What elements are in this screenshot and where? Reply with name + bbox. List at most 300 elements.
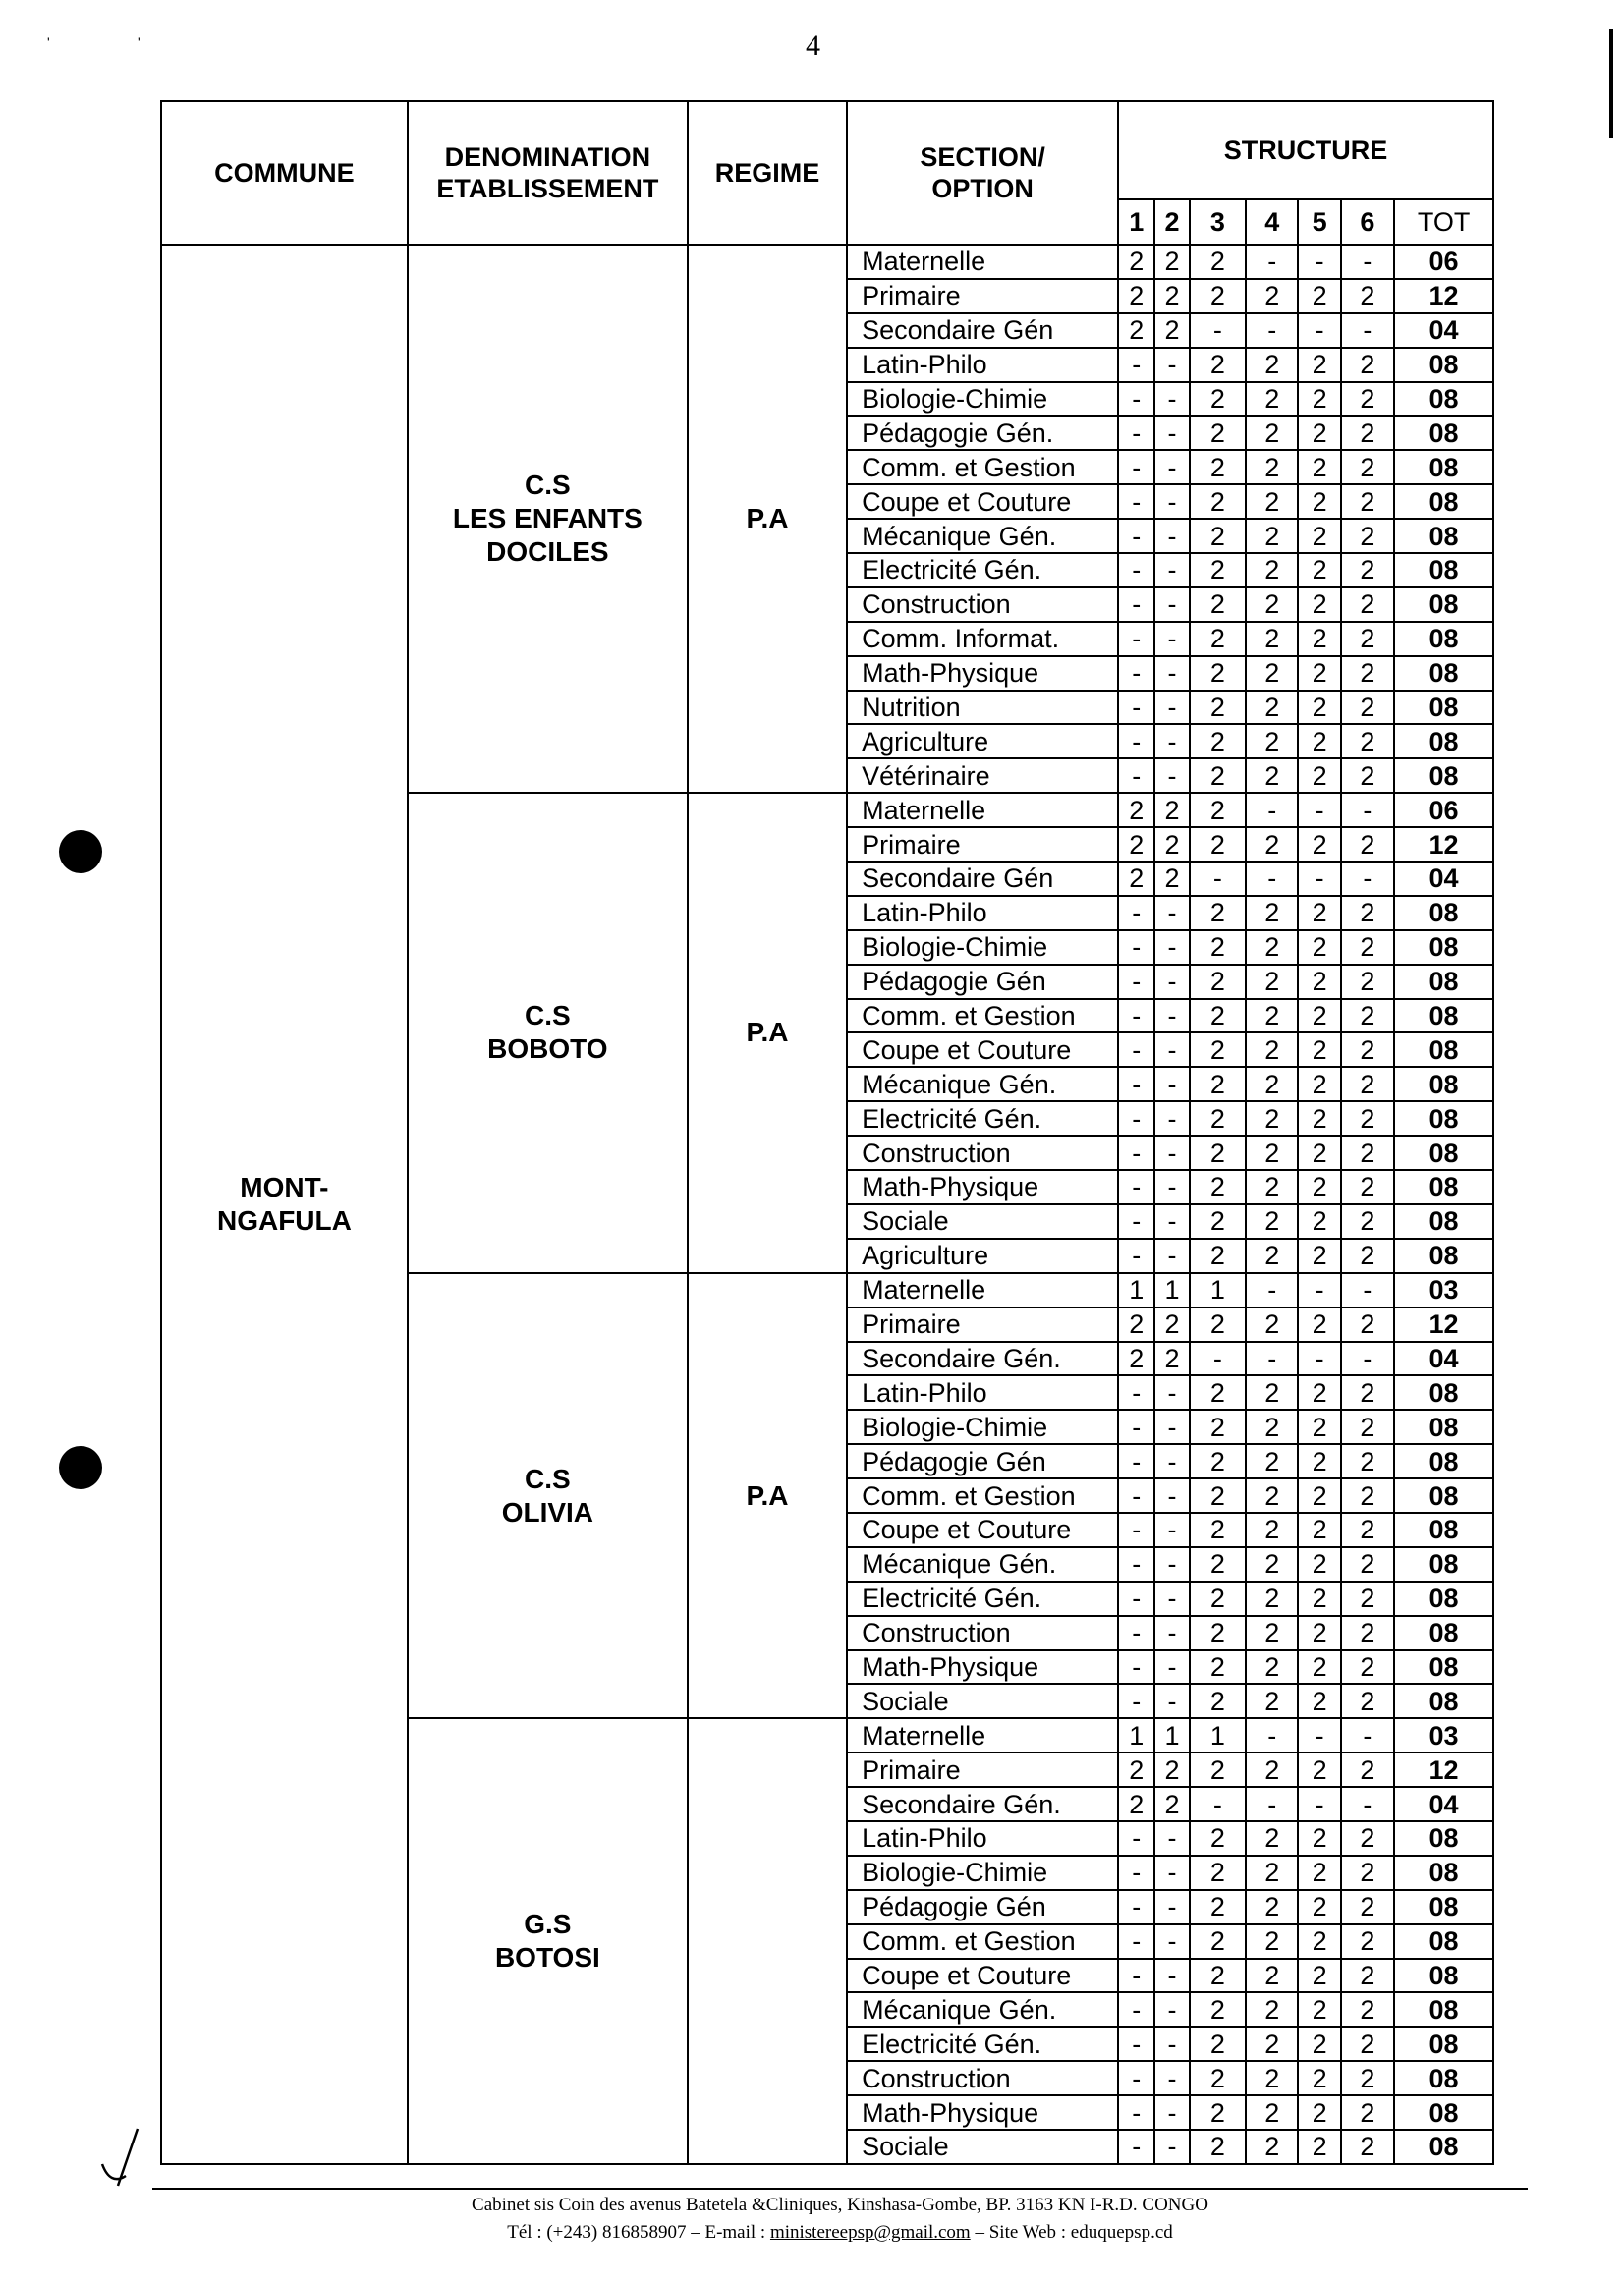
- class-count-cell: 2: [1190, 1650, 1246, 1685]
- class-count-cell: 2: [1190, 1959, 1246, 1993]
- class-count-cell: 2: [1246, 553, 1298, 587]
- class-count-cell: -: [1118, 1204, 1154, 1239]
- class-count-cell: 2: [1190, 1616, 1246, 1650]
- class-count-cell: 2: [1298, 2130, 1340, 2164]
- class-count-cell: -: [1118, 930, 1154, 965]
- class-count-cell: 2: [1190, 1375, 1246, 1410]
- class-count-cell: 2: [1246, 1067, 1298, 1101]
- class-count-cell: 2: [1341, 1924, 1394, 1959]
- class-count-cell: 2: [1118, 862, 1154, 896]
- header-col-tot: TOT: [1394, 199, 1493, 245]
- class-count-cell: -: [1118, 348, 1154, 382]
- establishment-name: BOTOSI: [494, 1942, 600, 1974]
- class-count-cell: 2: [1190, 793, 1246, 827]
- total-cell: 04: [1394, 1342, 1493, 1376]
- class-count-cell: -: [1118, 1136, 1154, 1170]
- establishment-name: BOBOTO: [487, 1033, 608, 1065]
- class-count-cell: -: [1154, 382, 1189, 417]
- header-section-line1: SECTION/: [920, 142, 1045, 172]
- class-count-cell: -: [1118, 1170, 1154, 1204]
- option-cell: Construction: [847, 2061, 1118, 2095]
- class-count-cell: 2: [1190, 587, 1246, 622]
- option-cell: Pédagogie Gén.: [847, 416, 1118, 450]
- page-number: 4: [806, 29, 820, 62]
- class-count-cell: 2: [1190, 758, 1246, 793]
- class-count-cell: 1: [1154, 1718, 1189, 1753]
- class-count-cell: 2: [1341, 1992, 1394, 2027]
- class-count-cell: 2: [1246, 1032, 1298, 1067]
- regime-cell: P.A: [688, 245, 847, 793]
- total-cell: 08: [1394, 656, 1493, 691]
- class-count-cell: -: [1118, 1856, 1154, 1890]
- total-cell: 08: [1394, 1924, 1493, 1959]
- class-count-cell: -: [1118, 1410, 1154, 1444]
- class-count-cell: -: [1298, 1718, 1340, 1753]
- header-col-3: 3: [1190, 199, 1246, 245]
- class-count-cell: 2: [1190, 245, 1246, 279]
- total-cell: 08: [1394, 930, 1493, 965]
- class-count-cell: 2: [1246, 2027, 1298, 2061]
- class-count-cell: 2: [1118, 827, 1154, 862]
- establishment-cell: [408, 793, 688, 1272]
- class-count-cell: 2: [1118, 245, 1154, 279]
- class-count-cell: 2: [1190, 1478, 1246, 1513]
- class-count-cell: 2: [1154, 313, 1189, 348]
- option-cell: Mécanique Gén.: [847, 1992, 1118, 2027]
- class-count-cell: 2: [1190, 622, 1246, 656]
- establishment-name: LES ENFANTS: [452, 503, 643, 534]
- class-count-cell: -: [1341, 793, 1394, 827]
- class-count-cell: -: [1118, 1959, 1154, 1993]
- class-count-cell: 2: [1190, 1684, 1246, 1718]
- class-count-cell: -: [1118, 553, 1154, 587]
- option-cell: Comm. et Gestion: [847, 1478, 1118, 1513]
- class-count-cell: -: [1190, 862, 1246, 896]
- total-cell: 08: [1394, 1959, 1493, 1993]
- class-count-cell: -: [1154, 1856, 1189, 1890]
- option-cell: Mécanique Gén.: [847, 1547, 1118, 1582]
- class-count-cell: 2: [1341, 656, 1394, 691]
- class-count-cell: -: [1154, 1410, 1189, 1444]
- total-cell: 08: [1394, 1821, 1493, 1856]
- class-count-cell: 2: [1298, 1924, 1340, 1959]
- class-count-cell: -: [1341, 1273, 1394, 1308]
- total-cell: 04: [1394, 313, 1493, 348]
- class-count-cell: 2: [1341, 1032, 1394, 1067]
- class-count-cell: -: [1118, 1101, 1154, 1136]
- class-count-cell: -: [1154, 1616, 1189, 1650]
- class-count-cell: -: [1118, 896, 1154, 930]
- class-count-cell: 2: [1190, 896, 1246, 930]
- total-cell: 03: [1394, 1273, 1493, 1308]
- class-count-cell: 2: [1246, 484, 1298, 519]
- class-count-cell: 2: [1246, 1650, 1298, 1685]
- total-cell: 04: [1394, 1787, 1493, 1821]
- total-cell: 08: [1394, 896, 1493, 930]
- class-count-cell: -: [1341, 1718, 1394, 1753]
- total-cell: 08: [1394, 1032, 1493, 1067]
- class-count-cell: 1: [1154, 1273, 1189, 1308]
- class-count-cell: 2: [1190, 553, 1246, 587]
- class-count-cell: -: [1154, 1821, 1189, 1856]
- total-cell: 08: [1394, 758, 1493, 793]
- option-cell: Sociale: [847, 1684, 1118, 1718]
- class-count-cell: 2: [1246, 1924, 1298, 1959]
- class-count-cell: 2: [1341, 1890, 1394, 1924]
- class-count-cell: 2: [1341, 724, 1394, 758]
- class-count-cell: -: [1154, 930, 1189, 965]
- class-count-cell: -: [1154, 1032, 1189, 1067]
- class-count-cell: 2: [1298, 1959, 1340, 1993]
- regime-cell: [688, 1718, 847, 2164]
- total-cell: 08: [1394, 587, 1493, 622]
- class-count-cell: -: [1298, 793, 1340, 827]
- punch-hole: [59, 1446, 102, 1489]
- class-count-cell: 2: [1246, 519, 1298, 553]
- class-count-cell: -: [1154, 1170, 1189, 1204]
- class-count-cell: -: [1118, 1478, 1154, 1513]
- class-count-cell: -: [1154, 1890, 1189, 1924]
- class-count-cell: 2: [1190, 484, 1246, 519]
- class-count-cell: -: [1118, 965, 1154, 999]
- class-count-cell: -: [1246, 1718, 1298, 1753]
- class-count-cell: 2: [1118, 1342, 1154, 1376]
- total-cell: 12: [1394, 1308, 1493, 1342]
- class-count-cell: 2: [1246, 2095, 1298, 2130]
- option-cell: Coupe et Couture: [847, 484, 1118, 519]
- option-cell: Biologie-Chimie: [847, 1410, 1118, 1444]
- class-count-cell: -: [1154, 1101, 1189, 1136]
- class-count-cell: -: [1154, 1478, 1189, 1513]
- class-count-cell: 2: [1190, 1101, 1246, 1136]
- class-count-cell: 2: [1246, 1684, 1298, 1718]
- header-col-5: 5: [1298, 199, 1340, 245]
- class-count-cell: 2: [1190, 1170, 1246, 1204]
- class-count-cell: -: [1190, 1342, 1246, 1376]
- class-count-cell: 2: [1190, 656, 1246, 691]
- class-count-cell: 2: [1298, 1992, 1340, 2027]
- class-count-cell: 2: [1246, 2130, 1298, 2164]
- class-count-cell: 2: [1341, 622, 1394, 656]
- class-count-cell: 2: [1190, 1308, 1246, 1342]
- total-cell: 08: [1394, 1582, 1493, 1616]
- option-cell: Latin-Philo: [847, 1375, 1118, 1410]
- class-count-cell: 2: [1298, 1616, 1340, 1650]
- class-count-cell: 2: [1298, 896, 1340, 930]
- class-count-cell: 2: [1341, 1239, 1394, 1273]
- class-count-cell: 2: [1154, 827, 1189, 862]
- class-count-cell: -: [1118, 2130, 1154, 2164]
- class-count-cell: -: [1154, 348, 1189, 382]
- option-cell: Secondaire Gén.: [847, 1787, 1118, 1821]
- option-cell: Secondaire Gén: [847, 862, 1118, 896]
- class-count-cell: 2: [1190, 450, 1246, 484]
- footer-email-link[interactable]: ministereepsp@gmail.com: [769, 2222, 971, 2243]
- class-count-cell: 2: [1341, 1308, 1394, 1342]
- header-structure: STRUCTURE: [1118, 101, 1493, 199]
- class-count-cell: -: [1154, 519, 1189, 553]
- option-cell: Agriculture: [847, 724, 1118, 758]
- class-count-cell: -: [1298, 862, 1340, 896]
- scan-edge-mark: [1609, 29, 1613, 138]
- class-count-cell: 2: [1190, 1032, 1246, 1067]
- class-count-cell: 2: [1298, 1410, 1340, 1444]
- option-cell: Pédagogie Gén: [847, 965, 1118, 999]
- class-count-cell: 2: [1190, 1582, 1246, 1616]
- class-count-cell: 2: [1298, 553, 1340, 587]
- class-count-cell: 2: [1246, 930, 1298, 965]
- class-count-cell: 2: [1190, 1067, 1246, 1101]
- class-count-cell: 2: [1341, 691, 1394, 725]
- class-count-cell: 2: [1341, 1170, 1394, 1204]
- option-cell: Comm. et Gestion: [847, 999, 1118, 1033]
- class-count-cell: 2: [1341, 1444, 1394, 1478]
- establishment-cell: [408, 245, 688, 793]
- class-count-cell: 2: [1341, 2061, 1394, 2095]
- footer-contact: [152, 2222, 1528, 2244]
- class-count-cell: -: [1246, 793, 1298, 827]
- class-count-cell: 2: [1190, 1204, 1246, 1239]
- class-count-cell: 2: [1246, 622, 1298, 656]
- class-count-cell: -: [1190, 313, 1246, 348]
- class-count-cell: -: [1154, 2095, 1189, 2130]
- total-cell: 06: [1394, 793, 1493, 827]
- establishment-name: OLIVIA: [501, 1496, 594, 1528]
- class-count-cell: 2: [1298, 1821, 1340, 1856]
- class-count-cell: 1: [1118, 1273, 1154, 1308]
- class-count-cell: 2: [1298, 1204, 1340, 1239]
- class-count-cell: 2: [1154, 1753, 1189, 1787]
- class-count-cell: 2: [1298, 1478, 1340, 1513]
- class-count-cell: 2: [1246, 691, 1298, 725]
- option-cell: Secondaire Gén: [847, 313, 1118, 348]
- total-cell: 03: [1394, 1718, 1493, 1753]
- class-count-cell: 2: [1246, 1239, 1298, 1273]
- class-count-cell: 2: [1341, 484, 1394, 519]
- total-cell: 08: [1394, 1101, 1493, 1136]
- option-cell: Comm. Informat.: [847, 622, 1118, 656]
- option-cell: Electricité Gén.: [847, 553, 1118, 587]
- total-cell: 08: [1394, 1410, 1493, 1444]
- class-count-cell: 2: [1341, 348, 1394, 382]
- total-cell: 08: [1394, 348, 1493, 382]
- class-count-cell: -: [1154, 1582, 1189, 1616]
- footer-rule: [152, 2188, 1528, 2190]
- class-count-cell: -: [1118, 724, 1154, 758]
- option-cell: Primaire: [847, 279, 1118, 313]
- class-count-cell: 2: [1246, 1582, 1298, 1616]
- class-count-cell: 2: [1154, 279, 1189, 313]
- class-count-cell: 2: [1341, 896, 1394, 930]
- class-count-cell: 2: [1298, 827, 1340, 862]
- class-count-cell: 2: [1341, 1204, 1394, 1239]
- class-count-cell: -: [1154, 1547, 1189, 1582]
- total-cell: 08: [1394, 691, 1493, 725]
- class-count-cell: 2: [1246, 348, 1298, 382]
- class-count-cell: -: [1190, 1787, 1246, 1821]
- option-cell: Mécanique Gén.: [847, 1067, 1118, 1101]
- class-count-cell: 2: [1298, 1308, 1340, 1342]
- class-count-cell: -: [1154, 2027, 1189, 2061]
- class-count-cell: -: [1154, 1204, 1189, 1239]
- option-cell: Agriculture: [847, 1239, 1118, 1273]
- class-count-cell: -: [1118, 1375, 1154, 1410]
- class-count-cell: 2: [1298, 1753, 1340, 1787]
- total-cell: 08: [1394, 1375, 1493, 1410]
- class-count-cell: -: [1298, 313, 1340, 348]
- class-count-cell: 2: [1298, 1890, 1340, 1924]
- class-count-cell: 1: [1118, 1718, 1154, 1753]
- class-count-cell: 2: [1190, 1239, 1246, 1273]
- option-cell: Latin-Philo: [847, 1821, 1118, 1856]
- table-row: [161, 245, 1493, 279]
- class-count-cell: -: [1154, 691, 1189, 725]
- class-count-cell: -: [1154, 1924, 1189, 1959]
- registry-body: [161, 245, 1493, 2164]
- class-count-cell: 2: [1190, 1513, 1246, 1547]
- class-count-cell: 2: [1341, 519, 1394, 553]
- class-count-cell: -: [1118, 1992, 1154, 2027]
- class-count-cell: -: [1118, 1684, 1154, 1718]
- total-cell: 08: [1394, 1204, 1493, 1239]
- total-cell: 04: [1394, 862, 1493, 896]
- class-count-cell: -: [1246, 1787, 1298, 1821]
- class-count-cell: 2: [1190, 279, 1246, 313]
- class-count-cell: -: [1118, 656, 1154, 691]
- class-count-cell: 2: [1341, 1650, 1394, 1685]
- class-count-cell: 2: [1190, 519, 1246, 553]
- commune-line1: MONT-: [240, 1171, 329, 1202]
- total-cell: 08: [1394, 724, 1493, 758]
- class-count-cell: 2: [1190, 1753, 1246, 1787]
- class-count-cell: 2: [1341, 2095, 1394, 2130]
- class-count-cell: 2: [1298, 930, 1340, 965]
- class-count-cell: -: [1154, 587, 1189, 622]
- total-cell: 08: [1394, 1992, 1493, 2027]
- class-count-cell: 2: [1154, 862, 1189, 896]
- class-count-cell: 2: [1298, 758, 1340, 793]
- class-count-cell: 2: [1190, 1444, 1246, 1478]
- class-count-cell: 2: [1246, 279, 1298, 313]
- class-count-cell: -: [1246, 862, 1298, 896]
- class-count-cell: 2: [1118, 313, 1154, 348]
- class-count-cell: 2: [1190, 724, 1246, 758]
- option-cell: Coupe et Couture: [847, 1032, 1118, 1067]
- establishment-cell: [408, 1273, 688, 1719]
- class-count-cell: -: [1298, 1787, 1340, 1821]
- class-count-cell: -: [1118, 758, 1154, 793]
- total-cell: 08: [1394, 1890, 1493, 1924]
- class-count-cell: -: [1154, 553, 1189, 587]
- class-count-cell: 1: [1190, 1273, 1246, 1308]
- class-count-cell: 2: [1341, 758, 1394, 793]
- option-cell: Latin-Philo: [847, 896, 1118, 930]
- class-count-cell: 2: [1246, 1204, 1298, 1239]
- class-count-cell: -: [1341, 1787, 1394, 1821]
- class-count-cell: -: [1246, 245, 1298, 279]
- class-count-cell: 2: [1298, 1856, 1340, 1890]
- class-count-cell: 2: [1246, 450, 1298, 484]
- class-count-cell: 2: [1341, 1582, 1394, 1616]
- class-count-cell: 2: [1118, 1308, 1154, 1342]
- class-count-cell: 2: [1298, 656, 1340, 691]
- option-cell: Primaire: [847, 1308, 1118, 1342]
- option-cell: Maternelle: [847, 245, 1118, 279]
- class-count-cell: 2: [1341, 2027, 1394, 2061]
- class-count-cell: 2: [1246, 1856, 1298, 1890]
- header-col-6: 6: [1341, 199, 1394, 245]
- header-denomination-line2: ETABLISSEMENT: [436, 174, 659, 203]
- class-count-cell: 2: [1246, 1513, 1298, 1547]
- class-count-cell: 2: [1298, 1101, 1340, 1136]
- class-count-cell: 2: [1190, 999, 1246, 1033]
- total-cell: 08: [1394, 1067, 1493, 1101]
- class-count-cell: -: [1154, 758, 1189, 793]
- class-count-cell: 2: [1298, 348, 1340, 382]
- class-count-cell: -: [1118, 382, 1154, 417]
- class-count-cell: 2: [1246, 1101, 1298, 1136]
- class-count-cell: 2: [1154, 1342, 1189, 1376]
- class-count-cell: 2: [1246, 1992, 1298, 2027]
- total-cell: 06: [1394, 245, 1493, 279]
- header-section-line2: OPTION: [931, 174, 1034, 203]
- class-count-cell: -: [1118, 1513, 1154, 1547]
- class-count-cell: 2: [1298, 519, 1340, 553]
- option-cell: Math-Physique: [847, 1170, 1118, 1204]
- class-count-cell: 2: [1341, 1513, 1394, 1547]
- option-cell: Construction: [847, 587, 1118, 622]
- class-count-cell: 2: [1298, 1650, 1340, 1685]
- class-count-cell: 2: [1341, 1067, 1394, 1101]
- class-count-cell: -: [1154, 1444, 1189, 1478]
- header-col-1: 1: [1118, 199, 1154, 245]
- school-registry-table: [160, 100, 1494, 2165]
- class-count-cell: 2: [1298, 587, 1340, 622]
- class-count-cell: 2: [1341, 1547, 1394, 1582]
- class-count-cell: 2: [1298, 382, 1340, 417]
- class-count-cell: 2: [1154, 1787, 1189, 1821]
- class-count-cell: 2: [1118, 793, 1154, 827]
- option-cell: Electricité Gén.: [847, 2027, 1118, 2061]
- total-cell: 08: [1394, 1478, 1493, 1513]
- class-count-cell: 2: [1298, 1547, 1340, 1582]
- class-count-cell: -: [1118, 450, 1154, 484]
- class-count-cell: 2: [1341, 382, 1394, 417]
- class-count-cell: 2: [1298, 1170, 1340, 1204]
- class-count-cell: -: [1154, 450, 1189, 484]
- class-count-cell: -: [1118, 1821, 1154, 1856]
- class-count-cell: -: [1118, 999, 1154, 1033]
- class-count-cell: 2: [1246, 1890, 1298, 1924]
- class-count-cell: 2: [1298, 965, 1340, 999]
- class-count-cell: 2: [1298, 1444, 1340, 1478]
- class-count-cell: 2: [1298, 416, 1340, 450]
- class-count-cell: 2: [1298, 1136, 1340, 1170]
- class-count-cell: 2: [1341, 450, 1394, 484]
- class-count-cell: 2: [1246, 1753, 1298, 1787]
- class-count-cell: 2: [1341, 1410, 1394, 1444]
- option-cell: Electricité Gén.: [847, 1101, 1118, 1136]
- handwritten-mark: [98, 2127, 147, 2200]
- class-count-cell: 2: [1298, 724, 1340, 758]
- header-row: [161, 101, 1493, 199]
- class-count-cell: 2: [1190, 2095, 1246, 2130]
- footer-phone: Tél : (+243) 816858907 – E-mail :: [507, 2222, 770, 2243]
- class-count-cell: -: [1118, 587, 1154, 622]
- class-count-cell: 2: [1341, 827, 1394, 862]
- total-cell: 08: [1394, 2095, 1493, 2130]
- class-count-cell: 2: [1246, 1821, 1298, 1856]
